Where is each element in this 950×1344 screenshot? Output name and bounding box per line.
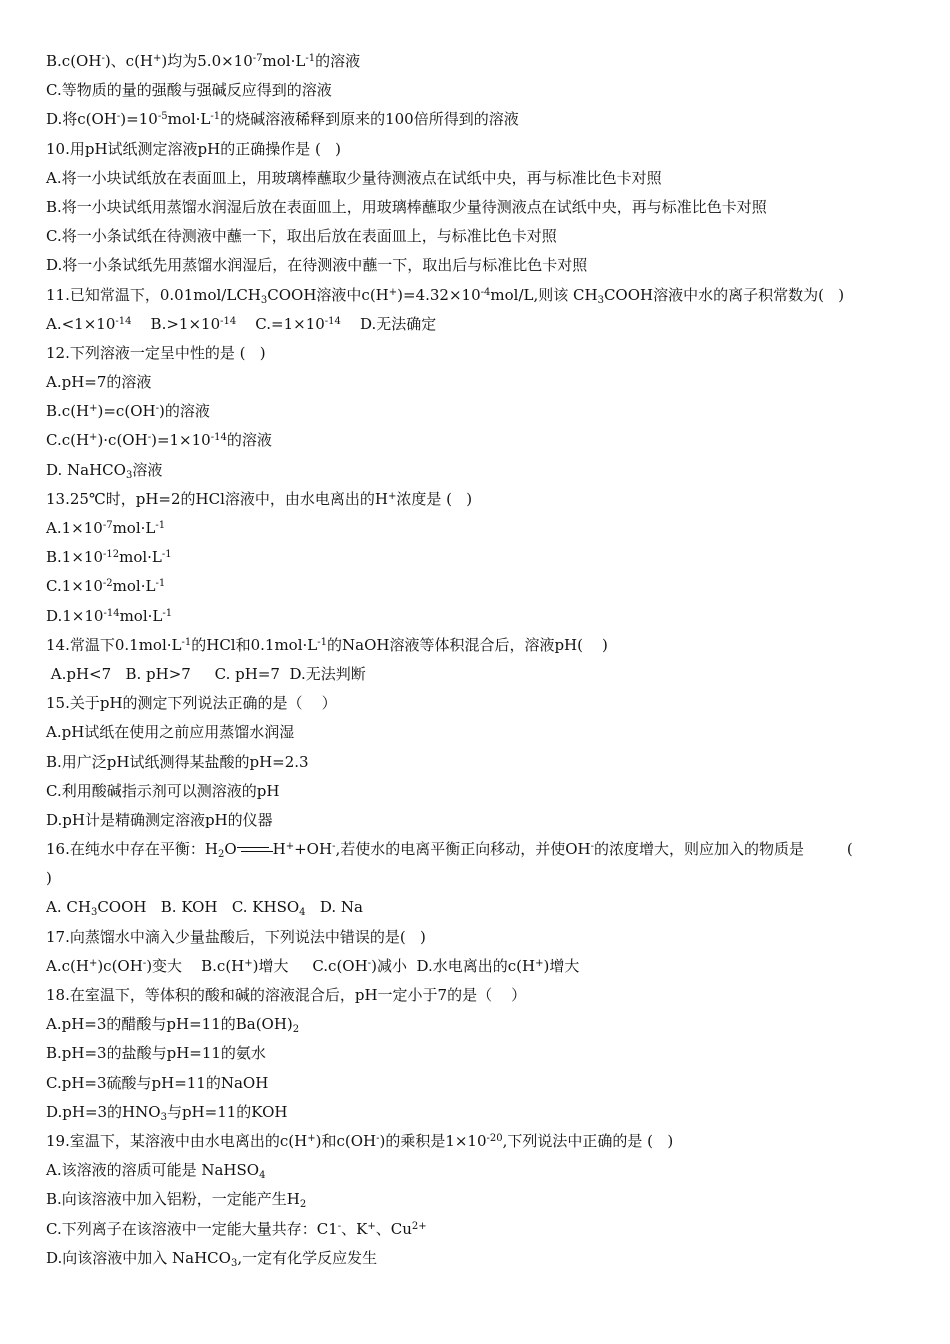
- text-line: A.c(H+)c(OH-)变大 B.c(H+)增大 C.c(OH-)减小 D.水电离出的c(H+)增大: [46, 956, 580, 975]
- text-line: $C.1\times 10^{-2}mol\cdot L^{-1}$: [46, 577, 166, 596]
- text-line: B.c(OH-)、c(H+)均为$5.0\times 10^{-7}mol\cdot L^{-1}$的溶液: [46, 52, 361, 70]
- question-13-stem: 13.25℃时，pH=2的HCl溶液中，由水电离出的H+浓度是 ( ): [46, 489, 473, 508]
- question-15-stem: 15.关于pH的测定下列说法正确的是（ ）: [46, 694, 337, 713]
- question-12-stem: 12.下列溶液一定呈中性的是 ( ): [46, 343, 266, 362]
- text-line: D.pH=3的$HNO_3$与pH=11的KOH: [46, 1102, 288, 1123]
- text-line: C.将一小条试纸在待测液中蘸一下，取出后放在表面皿上，与标准比色卡对照: [46, 227, 557, 246]
- text-line: D.将$c(OH^-)=10^{-5}mol\cdot L^{-1}$的烧碱溶液稀释到原来的100倍所得到的溶液: [46, 110, 519, 129]
- question-14-stem: 14.常温下$0.1mol\cdot L^{-1}$的HCl和$0.1mol\cdot L^{-1}$的NaOH溶液等体积混合后，溶液pH( ): [46, 635, 608, 654]
- text-line: $A.1\times 10^{-7}mol\cdot L^{-1}$: [46, 519, 166, 537]
- question-19-stem: 19.室温下，某溶液中由水电离出的c(H+)和c(OH-)的乘积是$1\times 10^{-20}$,下列说法中正确的是 ( ): [46, 1131, 674, 1150]
- text-line: C.下列离子在该溶液中一定能大量共存：C1-、K+、$Cu^{2+}$: [46, 1219, 427, 1238]
- text-line: A.pH=7的溶液: [46, 373, 152, 392]
- text-line: $A.<1\times 10^{-14}$ $B.>1\times 10^{-14}$ $C.=1\times 10^{-14}$ D.无法确定: [46, 314, 437, 333]
- text-line: $C.c(H^+)\cdot c(OH^-)=1\times 10^{-14}$的溶液: [46, 431, 272, 450]
- text-line: D.向该溶液中加入 NaHCO$_3$,一定有化学反应发生: [46, 1248, 378, 1269]
- text-line: C.pH=3硫酸与pH=11的NaOH: [46, 1073, 269, 1092]
- text-line: B.用广泛pH试纸测得某盐酸的pH=2.3: [46, 752, 309, 771]
- text-line: B.将一小块试纸用蒸馏水润湿后放在表面皿上，用玻璃棒蘸取少量待测液点在试纸中央，再与标准比色卡对照: [46, 197, 767, 216]
- text-line: C.等物质的量的强酸与强碱反应得到的溶液: [46, 81, 332, 100]
- text-line: A. $CH_3COOH$ B. KOH C. $KHSO_4$ D. Na: [46, 898, 363, 919]
- text-line: $D.1\times 10^{-14}mol\cdot L^{-1}$: [46, 606, 173, 625]
- document-page: [46, 47, 916, 1273]
- question-16-stem: 16.在纯水中存在平衡：$H_2O$ H++OH-,若使水的电离平衡正向移动，并使OH-的浓度增大，则应加入的物质是 (: [46, 840, 853, 861]
- text-line: $B.1\times 10^{-12}mol\cdot L^{-1}$: [46, 548, 172, 567]
- text-line: A.pH试纸在使用之前应用蒸馏水润湿: [46, 723, 295, 742]
- question-11-stem: 11.已知常温下，$0.01mol/LCH_3COOH$溶液中$c(H^+)=4.32\times 10^{-4}mol/L$,则该 $CH_3COOH$溶液中水的离子积常数为( ): [46, 285, 845, 306]
- text-line: A.pH=3的醋酸与pH=11的$Ba(OH)_2$: [46, 1015, 300, 1036]
- text-line: C.利用酸碱指示剂可以测溶液的pH: [46, 781, 280, 800]
- text-line: D. NaHCO$_3$溶液: [46, 460, 163, 481]
- text-line: ): [46, 869, 52, 888]
- text-line: D.pH计是精确测定溶液pH的仪器: [46, 810, 273, 829]
- text-line: A.pH<7 B. pH>7 C. pH=7 D.无法判断: [46, 664, 366, 683]
- text-line: A.该溶液的溶质可能是 NaHSO$_4$: [46, 1161, 266, 1182]
- text-line: D.将一小条试纸先用蒸馏水润湿后，在待测液中蘸一下，取出后与标准比色卡对照: [46, 256, 588, 275]
- question-10-stem: 10.用pH试纸测定溶液pH的正确操作是 ( ): [46, 139, 341, 158]
- text-line: B.pH=3的盐酸与pH=11的氨水: [46, 1044, 266, 1063]
- text-line: B.向该溶液中加入铝粉，一定能产生$H_2$: [46, 1190, 307, 1211]
- question-18-stem: 18.在室温下，等体积的酸和碱的溶液混合后，pH一定小于7的是（ ）: [46, 986, 527, 1004]
- text-line: A.将一小块试纸放在表面皿上，用玻璃棒蘸取少量待测液点在试纸中央，再与标准比色卡对照: [46, 168, 662, 187]
- text-line: B.c(H+)=c(OH-)的溶液: [46, 402, 210, 421]
- question-17-stem: 17.向蒸馏水中滴入少量盐酸后，下列说法中错误的是( ): [46, 927, 426, 946]
